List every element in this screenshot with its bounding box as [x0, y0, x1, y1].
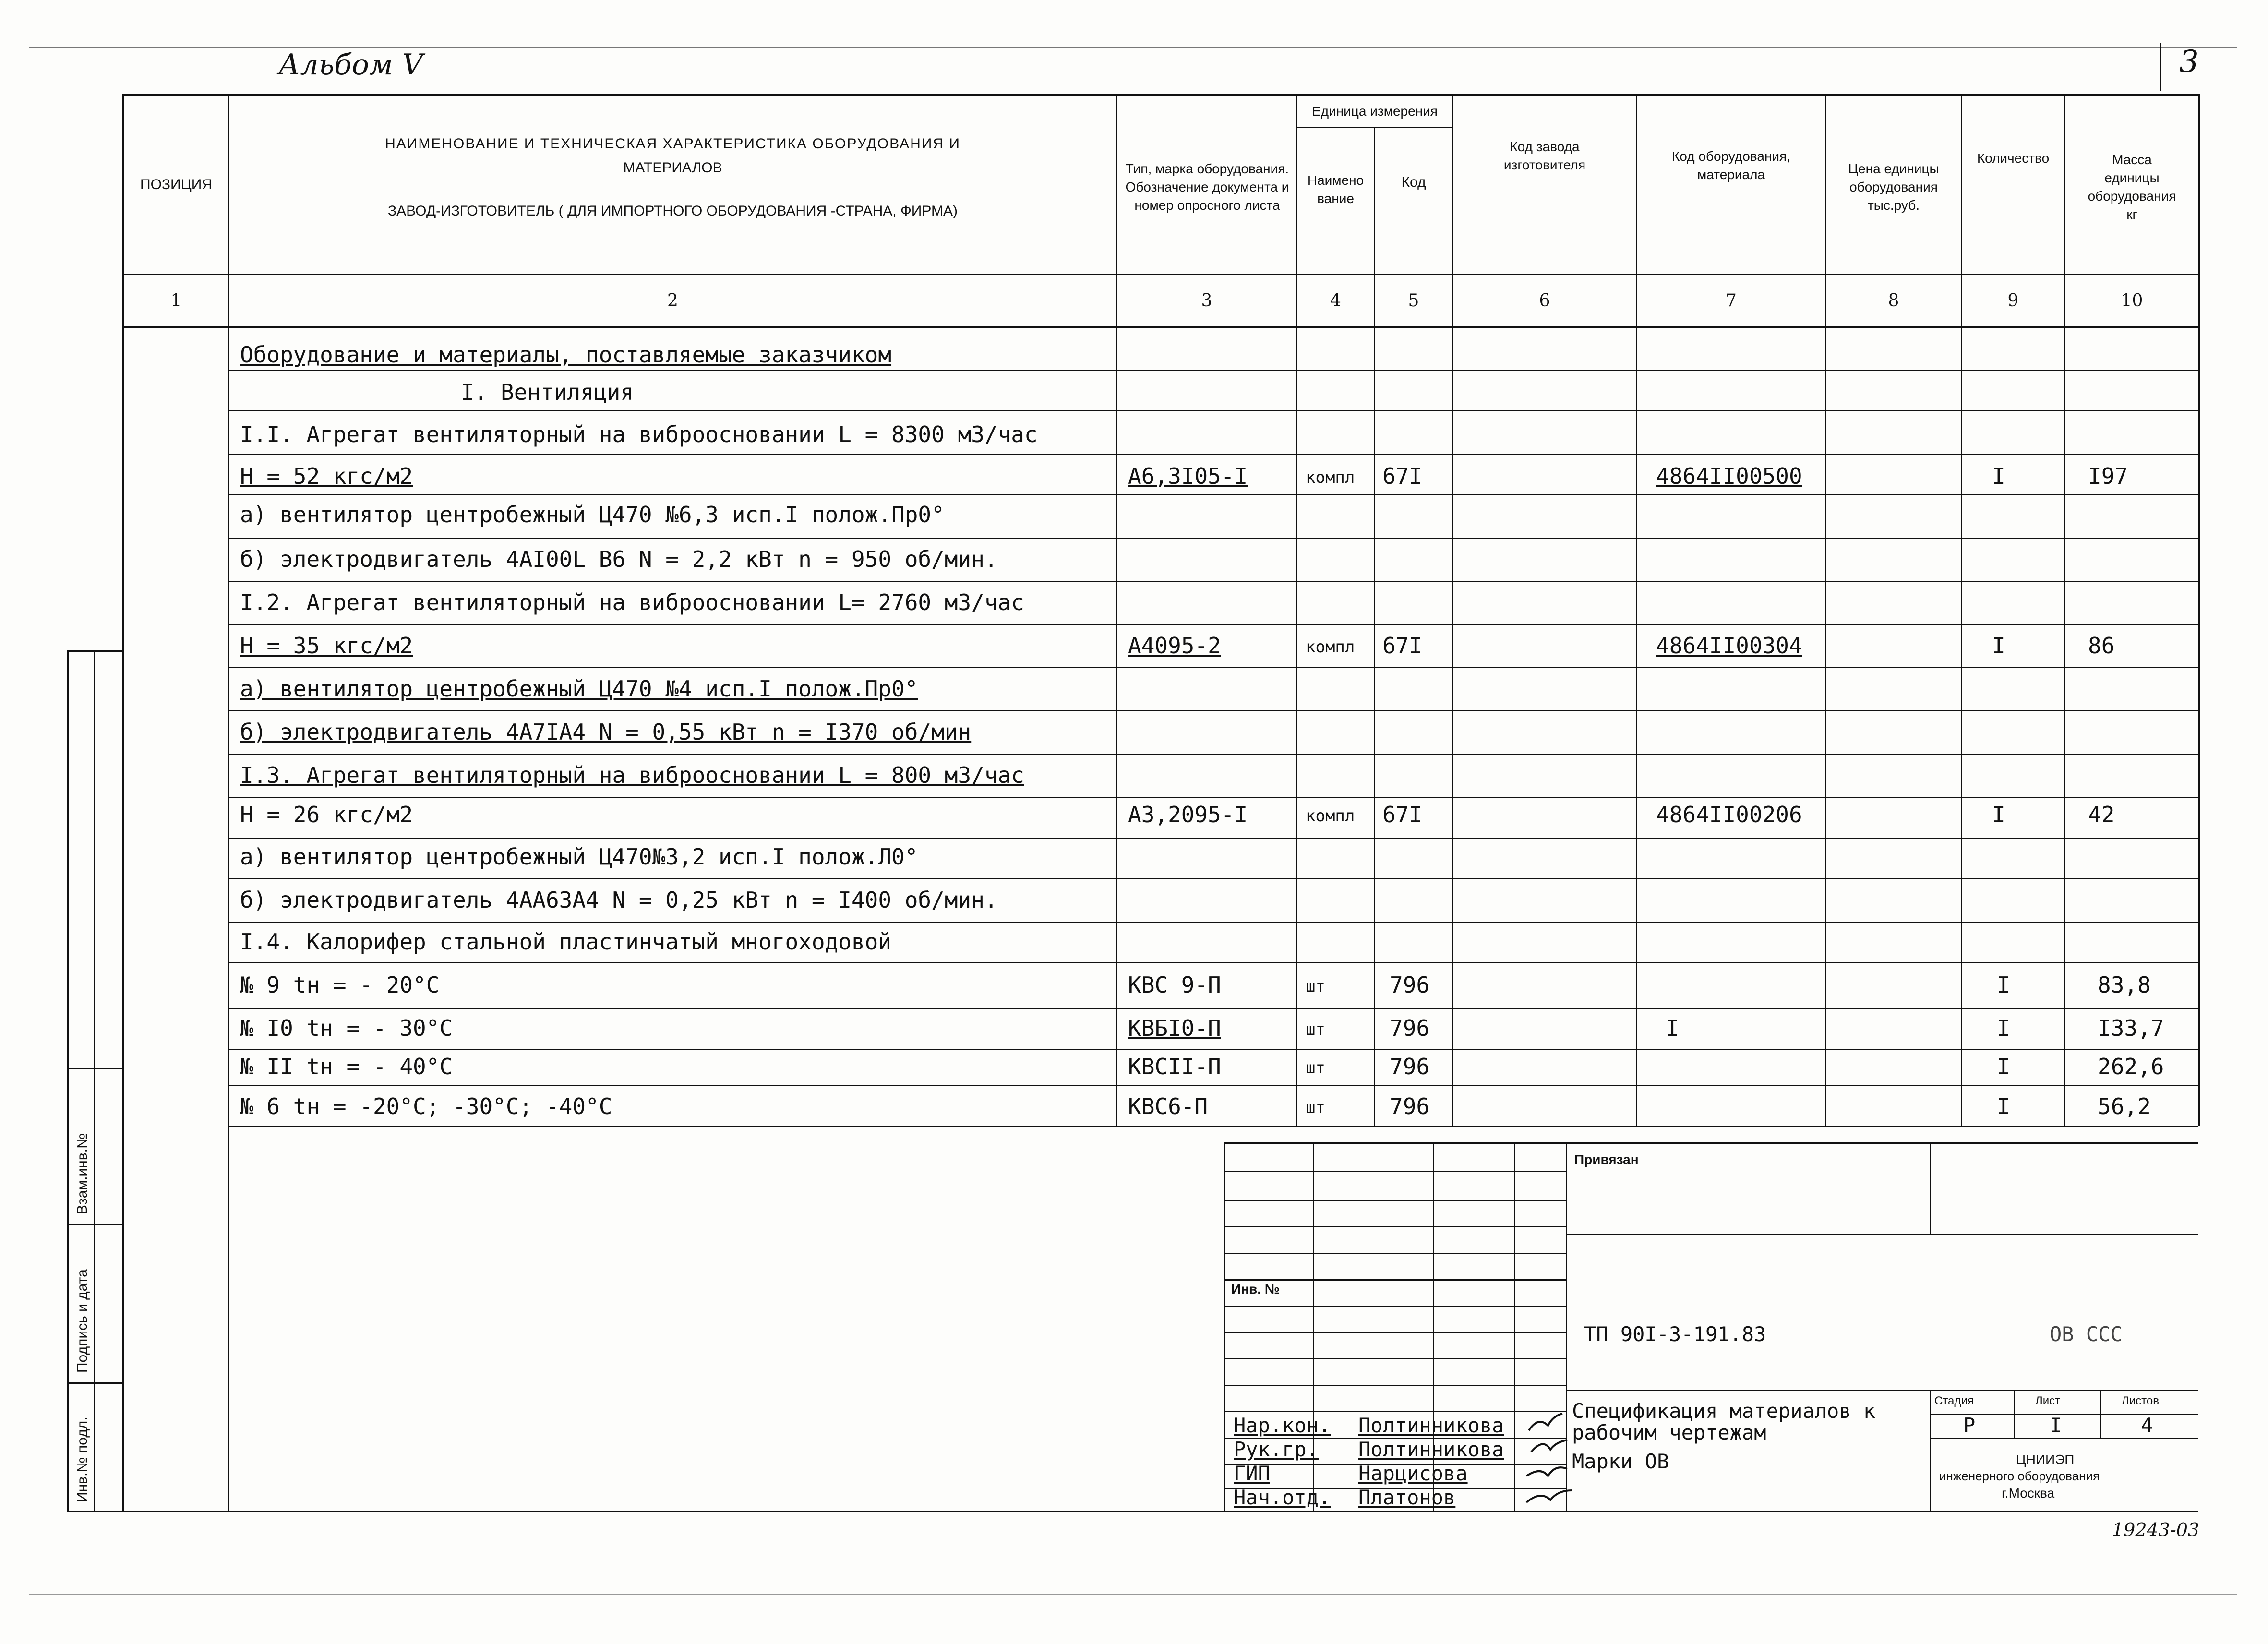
tb-org-line1: ЦНИИЭП	[2016, 1452, 2075, 1467]
tb-grid	[2100, 1390, 2101, 1438]
col-6-border	[1636, 94, 1637, 1126]
tb-org-line2: инженерного оборудования	[1939, 1469, 2100, 1483]
row-name: H = 52 кгс/м2	[240, 463, 413, 489]
tb-archive-no: 19243-03	[2112, 1519, 2200, 1540]
tb-role: ГИП	[1234, 1462, 1270, 1485]
row-sep	[228, 370, 2198, 371]
row-sep	[228, 667, 2198, 668]
row-sep	[228, 454, 2198, 455]
header-equipment-code: Код оборудования, материала	[1672, 149, 1790, 182]
tb-doc-code: ТП 90I-3-191.83	[1584, 1322, 1766, 1346]
row-type: А3,2095-I	[1128, 802, 1248, 828]
row-name: б) электродвигатель 4АА63А4 N = 0,25 кВт n = I400 об/мин.	[240, 887, 998, 913]
tb-sheets-label: Листов	[2122, 1394, 2159, 1407]
colnum-4: 4	[1330, 291, 1341, 311]
row-sep	[228, 1085, 2198, 1086]
row-name: б) электродвигатель 4АI00L В6 N = 2,2 кВт n = 950 об/мин.	[240, 546, 998, 572]
row-mass: 86	[2088, 633, 2115, 659]
tb-grid	[1930, 1438, 2198, 1439]
tb-grid	[1224, 1253, 1566, 1254]
tb-grid	[1224, 1279, 1566, 1281]
colnum-1: 1	[170, 291, 182, 311]
header-price: Цена единицы оборудования тыс.руб.	[1848, 161, 1939, 213]
row-mass: 42	[2088, 802, 2115, 828]
row-sep	[228, 838, 2198, 839]
tb-grid	[2014, 1390, 2015, 1438]
row-name: № 6 tн = -20°С; -30°С; -40°С	[240, 1093, 612, 1119]
colnum-3: 3	[1201, 291, 1212, 311]
col-5-border	[1452, 94, 1453, 1126]
row-sep	[228, 710, 2198, 711]
row-sep	[228, 1126, 2198, 1127]
row-eq-code: 4864II00500	[1656, 463, 1802, 489]
colnum-9: 9	[2007, 291, 2019, 311]
row-name: H = 26 кгс/м2	[240, 802, 413, 828]
tb-grid	[1224, 1171, 1566, 1172]
sidebar-line	[67, 1224, 124, 1225]
tb-grid	[1224, 1358, 1566, 1359]
tb-grid	[1224, 1200, 1566, 1201]
header-unit-code: Код	[1401, 174, 1426, 190]
tb-grid	[1224, 1306, 1566, 1307]
tb-stage: Р	[1963, 1414, 1976, 1437]
row-code: 796	[1390, 972, 1430, 998]
row-name: № II tн = - 40°С	[240, 1054, 453, 1080]
row-sep	[228, 538, 2198, 539]
row-type: КВСII-П	[1128, 1054, 1221, 1080]
row-mass: I33,7	[2098, 1015, 2164, 1041]
header-name-line1: НАИМЕНОВАНИЕ И ТЕХНИЧЕСКАЯ ХАРАКТЕРИСТИКА ОБОРУДОВАНИЯ И	[385, 136, 960, 152]
row-code: 67I	[1382, 802, 1423, 828]
row-sep	[228, 878, 2198, 879]
tb-grid	[1224, 1411, 1566, 1412]
row-type: А6,3I05-I	[1128, 463, 1248, 489]
header-type: Тип, марка оборудования. Обозначение документа и номер опросного листа	[1125, 161, 1289, 213]
tb-role-name: Полтинникова	[1358, 1438, 1504, 1461]
row-qty: I	[1997, 1093, 2010, 1119]
row-name: б) электродвигатель 4А7IА4 N = 0,55 кВт n = I370 об/мин	[240, 719, 972, 745]
row-unit: шт	[1306, 1058, 1325, 1078]
row-sep	[228, 624, 2198, 625]
row-name: I.I. Агрегат вентиляторный на виброосновании L = 8300 м3/час	[240, 421, 1038, 447]
row-name: I.4. Калорифер стальной пластинчатый многоходовой	[240, 929, 892, 955]
row-code: 796	[1390, 1054, 1430, 1080]
row-name: № I0 tн = - 30°С	[240, 1015, 453, 1041]
tb-role: Нар.кон.	[1234, 1414, 1331, 1437]
sheet-number: 3	[2179, 44, 2199, 80]
row-code: 796	[1390, 1093, 1430, 1119]
tb-grid	[1224, 1385, 1566, 1386]
row-sep	[228, 962, 2198, 963]
tb-role-name: Платонов	[1358, 1486, 1456, 1509]
row-unit: шт	[1306, 1098, 1325, 1117]
row-code: 67I	[1382, 633, 1423, 659]
row-name: а) вентилятор центробежный Ц470 №4 исп.I полож.Пр0°	[240, 676, 918, 702]
header-name-line2: МАТЕРИАЛОВ	[623, 160, 722, 176]
tb-doc-suffix: ОВ ССС	[2050, 1322, 2123, 1346]
row-code: 67I	[1382, 463, 1423, 489]
sidebar-inv-podl: Инв.№ подл.	[74, 1416, 90, 1502]
tb-sheet: I	[2050, 1414, 2062, 1437]
tb-grid	[1566, 1390, 2198, 1391]
header-name-line3: ЗАВОД-ИЗГОТОВИТЕЛЬ ( ДЛЯ ИМПОРТНОГО ОБОРУДОВАНИЯ -СТРАНА, ФИРМА)	[388, 203, 958, 219]
row-name: № 9 tн = - 20°С	[240, 972, 440, 998]
tb-title-line1: Спецификация материалов к	[1572, 1399, 1876, 1423]
row-eq-code: 4864II00304	[1656, 633, 1802, 659]
tb-grid	[1224, 1332, 1566, 1333]
row-unit: компл	[1306, 806, 1355, 826]
tb-role: Нач.отд.	[1234, 1486, 1331, 1509]
sheet-number-divider	[2160, 43, 2161, 91]
row-qty: I	[1992, 463, 2005, 489]
row-unit: компл	[1306, 637, 1355, 657]
row-mass: I97	[2088, 463, 2128, 489]
sidebar-line	[67, 1382, 124, 1384]
tb-inv-no: Инв. №	[1231, 1282, 1280, 1296]
row-qty: I	[1997, 1015, 2010, 1041]
tb-role: Рук.гр.	[1234, 1438, 1319, 1461]
tb-org-line3: г.Москва	[2002, 1486, 2055, 1500]
table-right-border	[2198, 94, 2200, 1126]
row-eq-code: 4864II00206	[1656, 802, 1802, 828]
row-sep	[228, 410, 2198, 411]
tb-stage-label: Стадия	[1934, 1394, 1974, 1407]
row-sep	[228, 581, 2198, 582]
tb-role-name: Полтинникова	[1358, 1414, 1504, 1437]
row-sep	[228, 1049, 2198, 1050]
row-name: а) вентилятор центробежный Ц470 №6,3 исп.I полож.Пр0°	[240, 502, 945, 528]
colnum-bottom-border	[122, 326, 2198, 328]
row-mass: 262,6	[2098, 1054, 2164, 1080]
col-8-border	[1961, 94, 1962, 1126]
tb-binding: Привязан	[1574, 1152, 1639, 1167]
tb-title-line2: рабочим чертежам	[1572, 1421, 1766, 1444]
row-name: Оборудование и материалы, поставляемые заказчиком	[240, 342, 892, 368]
col-3-border	[1296, 94, 1297, 1126]
row-sep	[228, 754, 2198, 755]
tb-sheet-label: Лист	[2035, 1394, 2061, 1407]
row-type: КВС 9-П	[1128, 972, 1221, 998]
row-name: I.2. Агрегат вентиляторный на виброосновании L= 2760 м3/час	[240, 589, 1024, 615]
row-sep	[228, 494, 2198, 495]
row-name: H = 35 кгс/м2	[240, 633, 413, 659]
table-top-border	[122, 94, 2198, 96]
header-position: ПОЗИЦИЯ	[140, 176, 212, 192]
page-bottom-border	[67, 1511, 2198, 1512]
tb-grid	[1930, 1390, 1931, 1512]
row-code: 796	[1390, 1015, 1430, 1041]
tb-grid	[1566, 1234, 2198, 1235]
header-quantity: Количество	[1977, 151, 2050, 166]
row-qty: I	[1997, 1054, 2010, 1080]
tb-title-line3: Марки ОВ	[1572, 1450, 1669, 1473]
row-unit: компл	[1306, 468, 1355, 487]
row-type: А4095-2	[1128, 633, 1221, 659]
row-sep	[228, 922, 2198, 923]
signatures	[1524, 1406, 1577, 1512]
row-unit: шт	[1306, 1020, 1325, 1039]
sidebar-podpis: Подпись и дата	[74, 1269, 90, 1373]
sidebar-line	[67, 1068, 124, 1069]
row-mass: 56,2	[2098, 1093, 2151, 1119]
row-sep	[228, 1008, 2198, 1009]
row-type: КВБI0-П	[1128, 1015, 1221, 1041]
tb-grid	[1930, 1142, 1931, 1234]
album-label: Альбом V	[278, 48, 423, 82]
row-name: а) вентилятор центробежный Ц470№3,2 исп.I полож.Л0°	[240, 844, 918, 870]
bottom-trim-line	[29, 1594, 2237, 1595]
header-mass: Масса единицы оборудования кг	[2088, 152, 2176, 222]
tb-grid	[1514, 1142, 1515, 1512]
tb-top-border	[1224, 1142, 2198, 1144]
colnum-5: 5	[1408, 291, 1419, 311]
tb-role-name: Нарцисова	[1358, 1462, 1468, 1485]
row-unit: шт	[1306, 977, 1325, 996]
row-qty: I	[1992, 802, 2005, 828]
colnum-6: 6	[1539, 291, 1550, 311]
sidebar-line	[67, 650, 124, 652]
colnum-8: 8	[1888, 291, 1899, 311]
colnum-10: 10	[2121, 291, 2143, 311]
header-unit-name: Наименование	[1307, 173, 1364, 206]
col-2-border	[1116, 94, 1117, 1126]
row-qty: I	[1997, 972, 2010, 998]
row-name: I.3. Агрегат вентиляторный на виброосновании L = 800 м3/час	[240, 762, 1024, 788]
colnum-7: 7	[1726, 291, 1737, 311]
row-name: I. Вентиляция	[461, 379, 634, 405]
row-mass: 83,8	[2098, 972, 2151, 998]
row-eq-code: I	[1666, 1015, 1679, 1041]
sidebar-vzam: Взам.инв.№	[74, 1133, 90, 1214]
tb-sheets: 4	[2141, 1414, 2153, 1437]
tb-left-border	[1224, 1142, 1225, 1512]
header-unit: Единица измерения	[1312, 104, 1438, 119]
header-factory-code: Код завода изготовителя	[1503, 139, 1586, 172]
row-type: КВС6-П	[1128, 1093, 1208, 1119]
row-sep	[228, 797, 2198, 798]
row-qty: I	[1992, 633, 2005, 659]
tb-grid	[1224, 1226, 1566, 1227]
colnum-2: 2	[667, 291, 678, 311]
